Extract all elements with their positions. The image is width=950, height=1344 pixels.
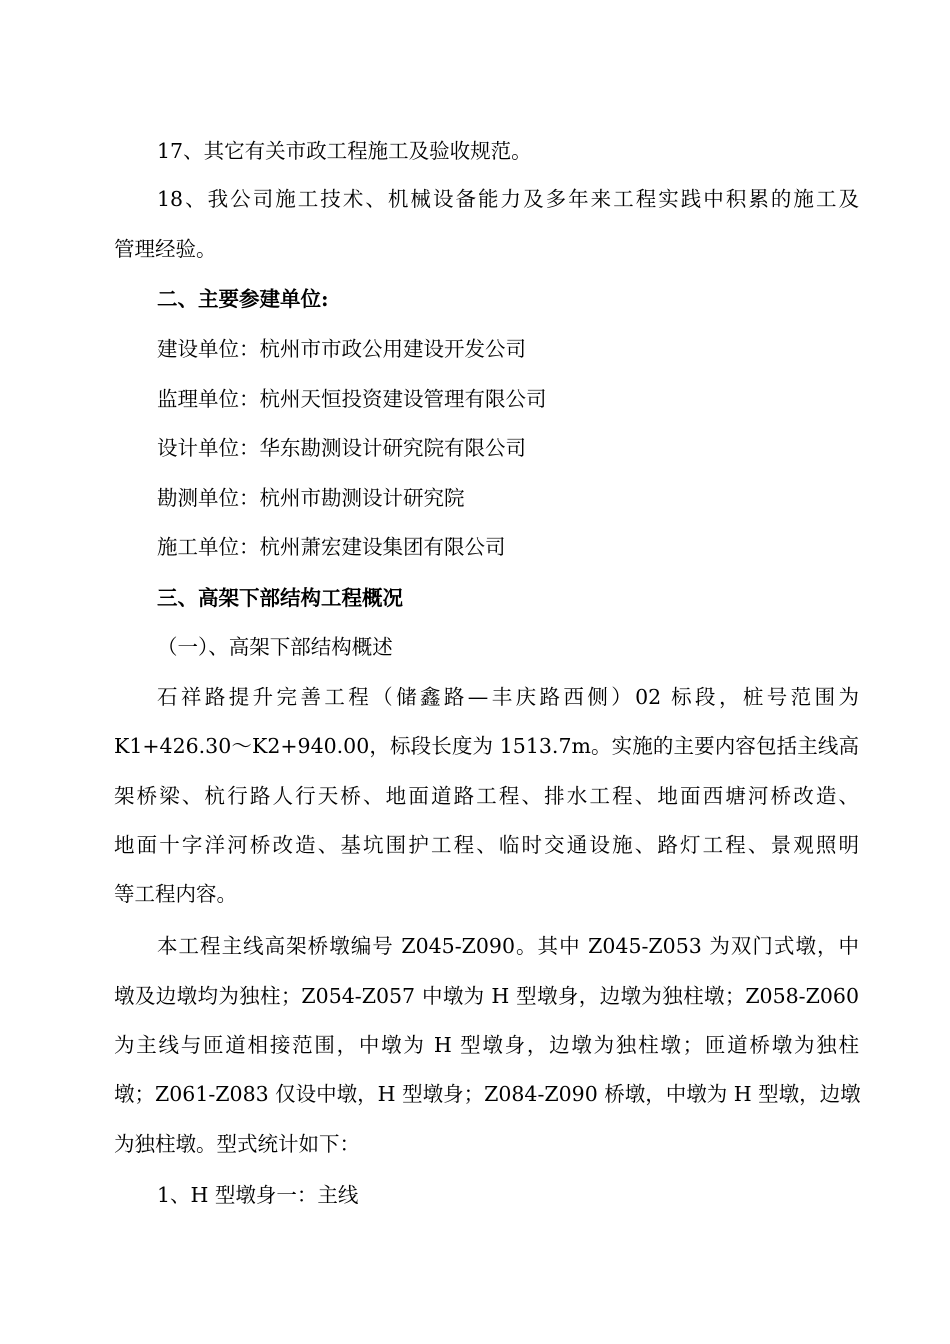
basis-item-18: 18、我公司施工技术、机械设备能力及多年来工程实践中积累的施工及 (157, 187, 859, 211)
unit-contractor: 施工单位：杭州萧宏建设集团有限公司 (157, 535, 506, 559)
para2-line-3: 为主线与匝道相接范围，中墩为 H 型墩身，边墩为独柱墩；匝道桥墩为独柱 (114, 1033, 859, 1057)
item-1: 1、H 型墩身一：主线 (157, 1183, 359, 1207)
para2-line-1: 本工程主线高架桥墩编号 Z045-Z090。其中 Z045-Z053 为双门式墩，中 (157, 934, 859, 958)
section3-subheading: （一）、高架下部结构概述 (157, 635, 393, 659)
unit-design: 设计单位：华东勘测设计研究院有限公司 (157, 436, 526, 460)
para2-line-2: 墩及边墩均为独柱；Z054-Z057 中墩为 H 型墩身，边墩为独柱墩；Z058-Z060 (114, 984, 859, 1008)
para2-line-5: 为独柱墩。型式统计如下： (114, 1132, 360, 1156)
unit-construction: 建设单位：杭州市市政公用建设开发公司 (157, 337, 526, 361)
basis-item-18-cont: 管理经验。 (114, 237, 217, 261)
unit-supervision: 监理单位：杭州天恒投资建设管理有限公司 (157, 387, 547, 411)
para1-line-4: 地面十字洋河桥改造、基坑围护工程、临时交通设施、路灯工程、景观照明 (114, 833, 859, 857)
para2-line-4: 墩；Z061-Z083 仅设中墩，H 型墩身；Z084-Z090 桥墩，中墩为 H 型墩，边墩 (114, 1082, 861, 1106)
para1-line-2: K1+426.30～K2+940.00，标段长度为 1513.7m。实施的主要内容包括主线高 (114, 734, 859, 758)
para1-line-3: 架桥梁、杭行路人行天桥、地面道路工程、排水工程、地面西塘河桥改造、 (114, 784, 859, 808)
unit-survey: 勘测单位：杭州市勘测设计研究院 (157, 486, 465, 510)
para1-line-5: 等工程内容。 (114, 882, 237, 906)
section3-heading: 三、高架下部结构工程概况 (157, 586, 403, 610)
section2-heading: 二、主要参建单位: (157, 287, 329, 311)
para1-line-1: 石祥路提升完善工程（储鑫路—丰庆路西侧）02 标段，桩号范围为 (157, 685, 859, 709)
basis-item-17: 17、其它有关市政工程施工及验收规范。 (157, 139, 532, 163)
